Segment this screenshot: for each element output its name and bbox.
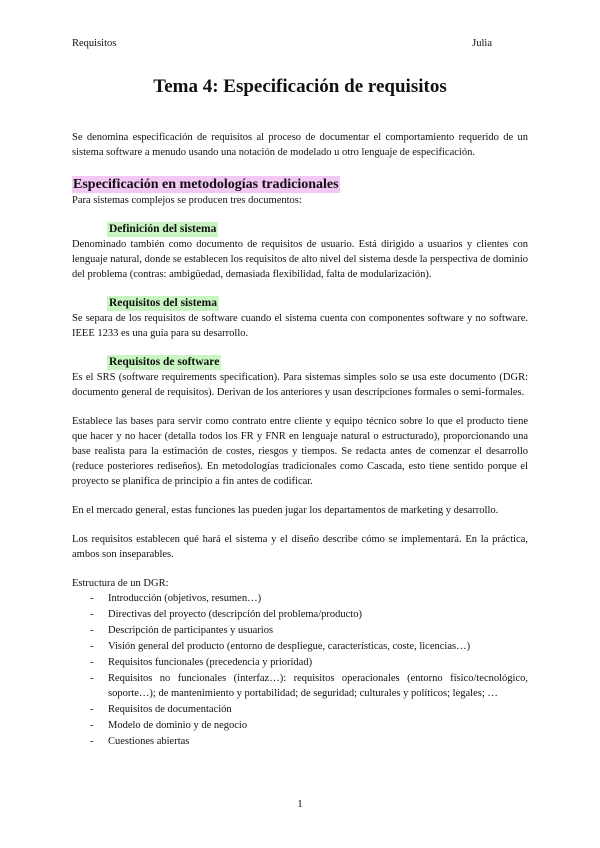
list-item: - Cuestiones abiertas <box>72 734 528 749</box>
section-lead: Para sistemas complejos se producen tres documentos: <box>72 195 302 206</box>
subsection-heading: Definición del sistema <box>109 223 217 235</box>
list-item: - Directivas del proyecto (descripción del problema/producto) <box>72 607 528 622</box>
document-title: Tema 4: Especificación de requisitos <box>153 76 447 97</box>
list-item: - Descripción de participantes y usuarios <box>72 623 528 638</box>
list-item: - Requisitos de documentación <box>72 702 528 717</box>
section-heading: Especificación en metodologías tradicionales <box>73 177 339 192</box>
list-item: - Introducción (objetivos, resumen…) <box>72 591 528 606</box>
paragraph: Los requisitos establecen qué hará el sistema y el diseño describe cómo se implementará. En la práctica, ambos son inseparables. <box>72 534 528 560</box>
list-lead: Estructura de un DGR: <box>72 578 169 589</box>
subsection-text: Se separa de los requisitos de software cuando el sistema cuenta con componentes software y no software. IEEE 1233 es una guía para su desarrollo. <box>72 313 528 339</box>
paragraph: En el mercado general, estas funciones las pueden jugar los departamentos de marketing y desarrollo. <box>72 505 499 516</box>
list-item: - Requisitos no funcionales (interfaz…): requisitos operacionales (entorno físico/tecnológico, soporte…); de mantenimiento y portabilidad; de seguridad; culturales y políticos; legales; … <box>72 671 528 701</box>
page-number: 1 <box>297 798 303 810</box>
subsection-heading: Requisitos del sistema <box>109 297 217 309</box>
paragraph: Establece las bases para servir como contrato entre cliente y equipo técnico sobre lo que el producto tiene que hacer y no hacer (detalla todos los FR y FNR en lenguaje natural o estructurado), proporcionando una base realista para la estimación de costes, riesgos y tiempos. Se redacta antes de comenzar el desarrollo (reduce posteriores rediseños). En metodologías tradicionales como Cascada, esto tiene sentido porque el proyecto se planifica de principio a fin antes de codificar. <box>72 416 528 487</box>
intro-paragraph: Se denomina especificación de requisitos al proceso de documentar el comportamiento requerido de un sistema software a menudo usando una notación de modelado u otro lenguaje de especificación. <box>72 132 528 158</box>
dgr-structure-list <box>72 591 528 749</box>
paragraph: Es el SRS (software requirements specification). Para sistemas simples solo se usa este documento (DGR: documento general de requisitos). Derivan de los anteriores y usan descripciones formales o semi-formales. <box>72 372 528 398</box>
list-item: - Visión general del producto (entorno de despliegue, características, coste, licencias…) <box>72 639 528 654</box>
header-right: Julia <box>472 38 492 49</box>
document-body <box>72 130 528 750</box>
list-item: - Requisitos funcionales (precedencia y prioridad) <box>72 655 528 670</box>
subsection-heading: Requisitos de software <box>109 356 220 368</box>
header-left: Requisitos <box>72 38 117 49</box>
list-item: - Modelo de dominio y de negocio <box>72 718 528 733</box>
subsection-text: Denominado también como documento de requisitos de usuario. Está dirigido a usuarios y clientes con lenguaje natural, donde se establecen los requisitos de alto nivel del sistema desde la perspectiva de dominio del problema (contras: ambigüedad, demasiada flexibilidad, falta de modularización). <box>72 239 528 280</box>
